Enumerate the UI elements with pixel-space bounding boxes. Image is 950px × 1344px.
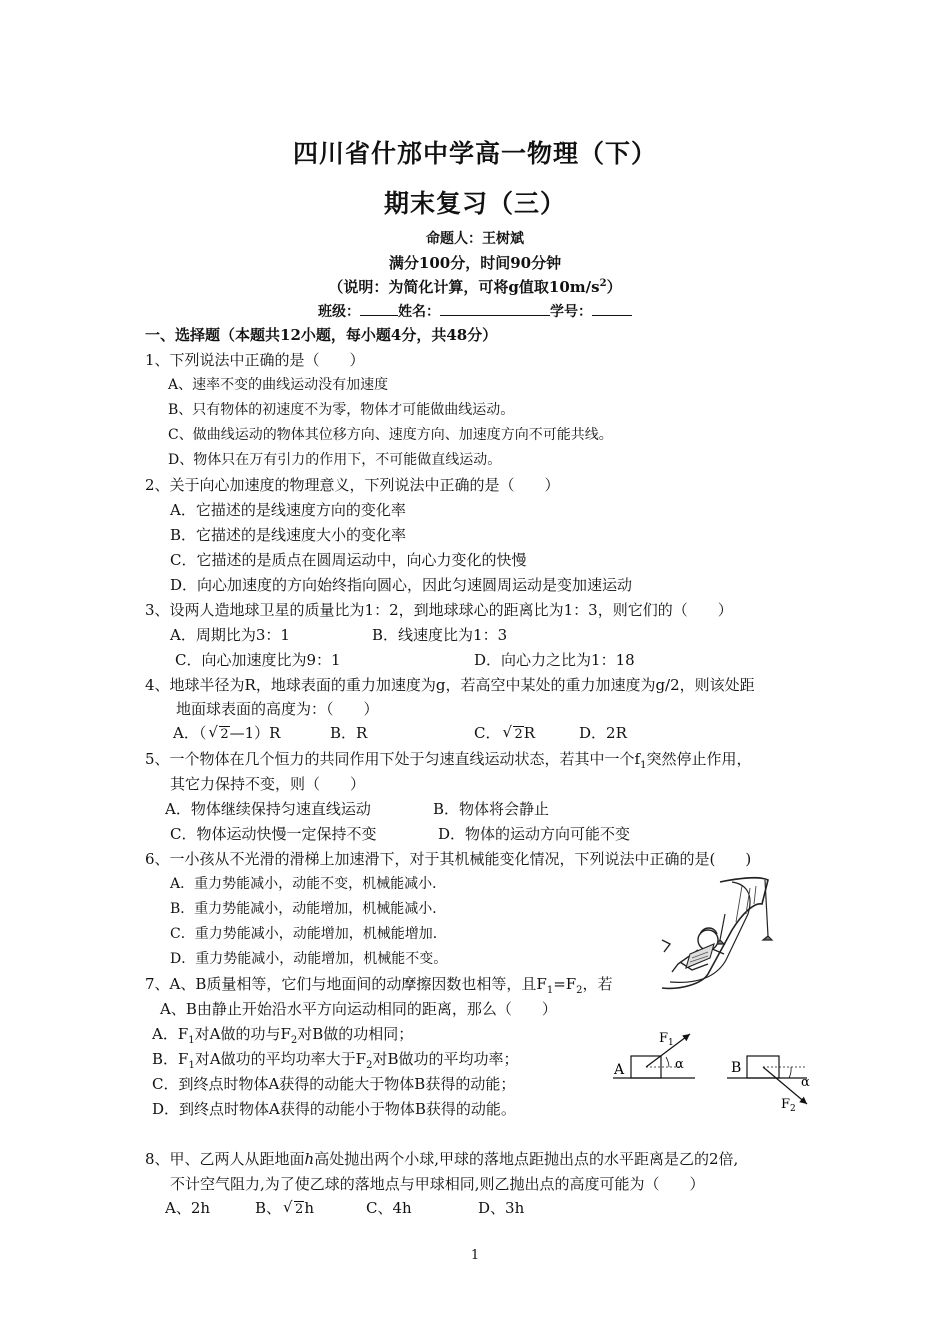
label-alpha-b: α [801,1075,810,1090]
q5-option-d: D．物体的运动方向可能不变 [438,825,631,843]
class-blank[interactable] [360,300,398,316]
label-a: A [614,1062,625,1078]
q5-stem [145,749,752,776]
q8-option-a: A、2h [165,1199,211,1217]
sqrt-icon [208,723,229,745]
q1-option-b: B、只有物体的初速度不为零，物体才可能做曲线运动。 [168,402,515,418]
q2-stem: 2、关于向心加速度的物理意义，下列说法中正确的是（ ） [145,476,560,494]
q2-option-c: C．它描述的是质点在圆周运动中，向心力变化的快慢 [170,551,527,569]
q2-option-d: D．向心加速度的方向始终指向圆心，因此匀速圆周运动是变加速运动 [170,576,633,594]
q7-option-b [152,1049,518,1076]
q7-b-sub1: 1 [188,1060,195,1071]
note-text: （说明：为简化计算，可将g值取10m/s [328,278,600,296]
q4-stem-cont: 地面球表面的高度为：（ ） [176,700,379,718]
q5-stem-pre: 5、一个物体在几个恒力的共同作用下处于匀速直线运动状态，若其中一个f [145,750,641,768]
q7-a-part2: 对A做的功与F [194,1025,291,1043]
q7-stem-mid: =F [553,975,577,993]
q4-c-pre: C． [474,724,501,742]
name-blank[interactable] [440,300,550,316]
q8-stem-h: h [304,1150,315,1168]
q7-stem-text: 7、A、B质量相等，它们与地面间的动摩擦因数也相等，且F [145,975,547,993]
sqrt-icon [502,723,523,745]
q1-stem: 1、下列说法中正确的是（ ） [145,351,365,369]
q7-a-part1: A．F [152,1025,189,1043]
q8-stem-cont: 不计空气阻力,为了使乙球的落地点与甲球相同,则乙抛出点的高度可能为（ ） [170,1175,705,1193]
q6-option-c: C．重力势能减小，动能增加，机械能增加． [170,926,447,942]
number-blank[interactable] [592,300,632,316]
score-time-line: 满分100分，时间90分钟 [388,254,562,272]
q8-b-pre: B、 [255,1199,282,1217]
q7-stem [145,974,613,1001]
q4-c-radicand: 2 [514,727,523,742]
q1-option-a: A、速率不变的曲线运动没有加速度 [168,377,389,393]
q4-stem: 4、地球半径为R，地球表面的重力加速度为g，若高空中某处的重力加速度为g/2，则该处距 [145,676,755,694]
q3-stem: 3、设两人造地球卫星的质量比为1：2，到地球球心的距离比为1：3，则它们的（ ） [145,601,733,619]
force-diagram [605,1026,820,1118]
q7-a-sub1: 1 [188,1035,195,1046]
page-number: 1 [470,1248,480,1263]
q4-a-post: —1）R [229,724,281,742]
q6-stem: 6、一小孩从不光滑的滑梯上加速滑下，对于其机械能变化情况，下列说法中正确的是( ) [145,850,752,868]
q7-stem-end: ，若 [582,975,613,993]
q7-option-d: D．到终点时物体A获得的动能小于物体B获得的动能。 [152,1100,516,1118]
q4-c-post: R [523,724,536,742]
q2-option-b: B．它描述的是线速度大小的变化率 [170,526,407,544]
sqrt-icon [283,1198,304,1220]
label-alpha-a: α [675,1057,684,1072]
q5-option-b: B．物体将会静止 [433,800,550,818]
q8-stem-pre: 8、甲、乙两人从距地面 [145,1150,305,1168]
q8-stem [145,1149,738,1169]
q6-option-d: D．重力势能减小，动能增加，机械能不变。 [170,951,448,967]
note-end: ） [606,278,622,296]
student-info-line [0,300,950,321]
q5-stem-cont: 其它力保持不变，则（ ） [170,775,366,793]
q4-option-b: B．R [330,724,368,742]
q8-option-b [255,1198,314,1220]
q7-b-part1: B．F [152,1050,189,1068]
q7-stem-cont: A、B由静止开始沿水平方向运动相同的距离，那么（ ） [160,1000,557,1018]
q8-b-radicand: 2 [295,1202,304,1217]
q4-a-pre: A．（ [173,724,207,742]
section-heading: 一、选择题（本题共12小题，每小题4分，共48分） [145,326,498,344]
q4-option-d: D．2R [579,724,627,742]
name-label: 姓名： [398,304,440,320]
exam-subtitle: 期末复习（三） [383,189,566,218]
author-line: 命题人：王树斌 [426,231,524,247]
q1-option-c: C、做曲线运动的物体其位移方向、速度方向、加速度方向不可能共线。 [168,427,613,443]
q8-b-post: h [304,1199,314,1217]
q4-a-radicand: 2 [220,727,229,742]
q4-option-c [474,723,535,745]
q5-stem-sub: 1 [640,760,647,771]
q7-a-sub2: 2 [290,1035,298,1046]
q3-option-d: D．向心力之比为1：18 [474,651,635,669]
q7-a-part3: 对B做的功相同； [297,1025,414,1043]
q8-option-c: C、4h [366,1199,412,1217]
class-label: 班级： [318,304,360,320]
q2-option-a: A．它描述的是线速度方向的变化率 [170,501,406,519]
label-b: B [731,1060,742,1076]
q3-option-c: C．向心加速度比为9：1 [175,651,341,669]
q7-option-c: C．到终点时物体A获得的动能大于物体B获得的动能； [152,1075,516,1093]
note-superscript: 2 [599,278,607,289]
q7-b-part3: 对B做功的平均功率； [372,1050,519,1068]
q6-option-a: A．重力势能减小，动能不变，机械能减小． [170,876,447,892]
label-f2: $F_2$ [781,1097,796,1114]
q5-option-a: A．物体继续保持匀速直线运动 [165,800,371,818]
note-line [0,276,950,297]
q1-option-d: D、物体只在万有引力的作用下，不可能做直线运动。 [168,452,502,468]
q7-option-a [152,1024,413,1051]
q7-b-part2: 对A做功的平均功率大于F [194,1050,367,1068]
q7-stem-sub2: 2 [576,985,583,996]
q3-option-a: A．周期比为3：1 [170,626,290,644]
number-label: 学号： [550,304,592,320]
exam-title: 四川省什邡中学高一物理（下） [292,139,657,168]
q5-option-c: C．物体运动快慢一定保持不变 [170,825,377,843]
q4-option-a [173,723,280,745]
q7-stem-sub1: 1 [546,985,554,996]
q8-stem-post: 高处抛出两个小球,甲球的落地点距抛出点的水平距离是乙的2倍, [314,1150,739,1168]
child-on-slide-illustration [650,874,775,994]
q5-stem-post: 突然停止作用， [646,750,752,768]
q6-option-b: B．重力势能减小，动能增加，机械能减小． [170,901,447,917]
q3-option-b: B．线速度比为1：3 [372,626,508,644]
label-f1: $F_1$ [659,1031,674,1048]
q8-option-d: D、3h [478,1199,525,1217]
q7-b-sub2: 2 [366,1060,373,1071]
